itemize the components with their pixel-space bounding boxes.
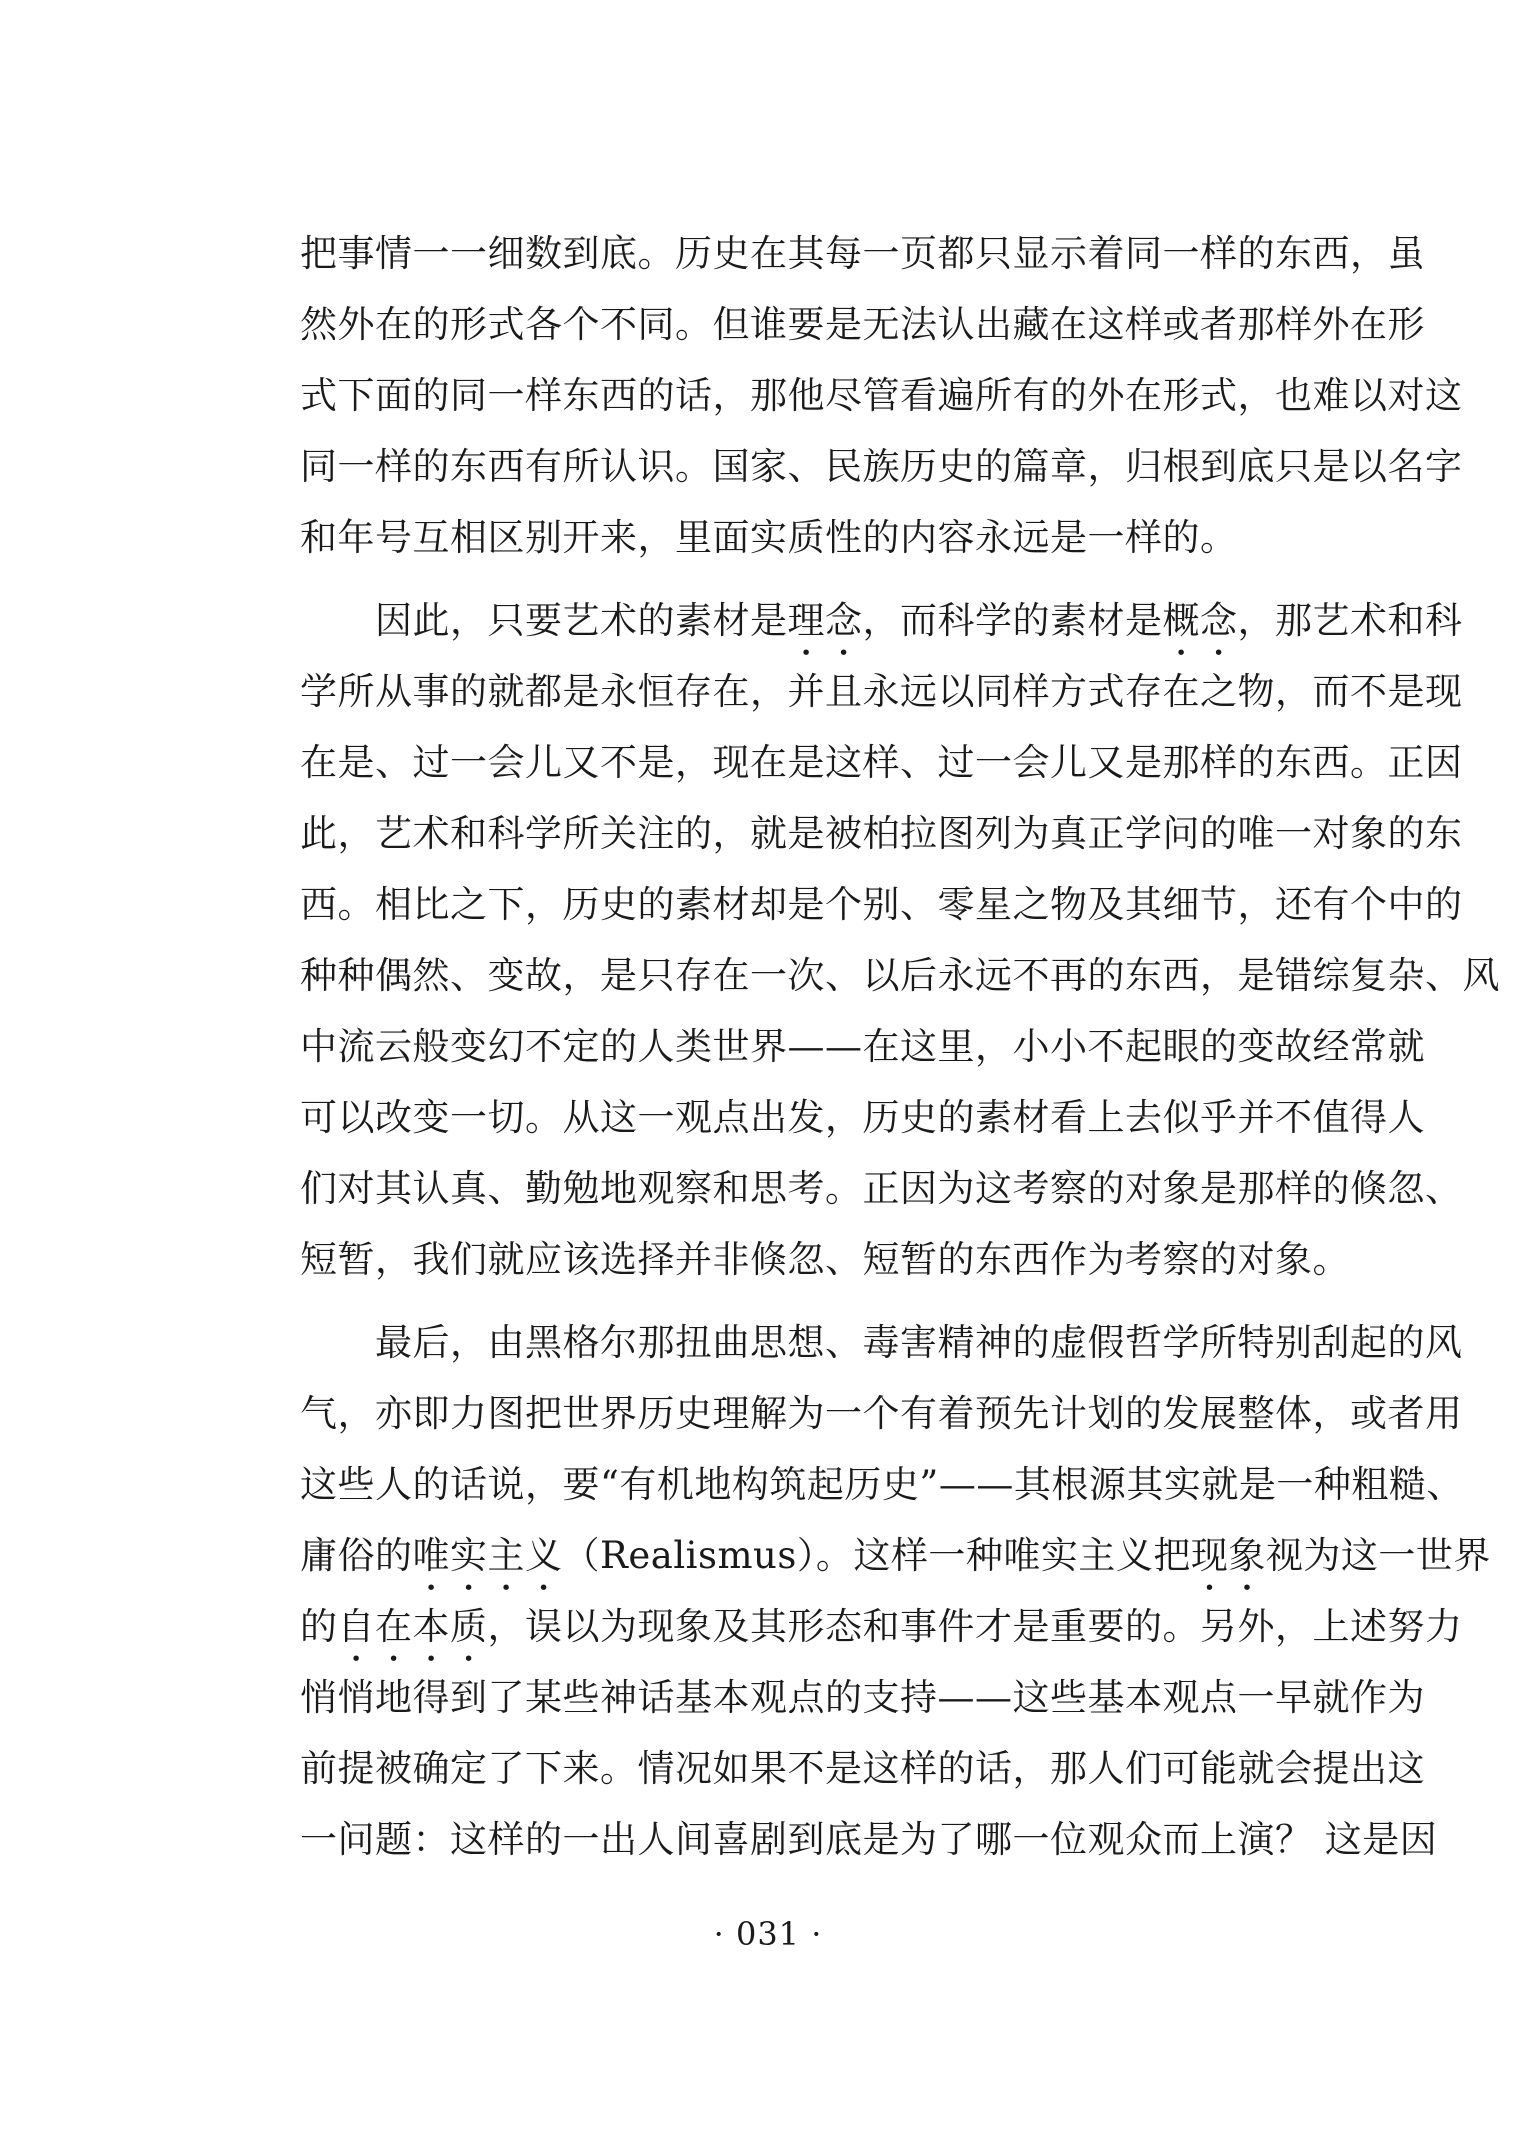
text-line: 短暂，我们就应该选择并非倏忽、短暂的东西作为考察的对象。 [300,1238,1350,1281]
paragraph-gap [300,1295,1310,1307]
text-line: 最后，由黑格尔那扭曲思想、毒害精神的虚假哲学所特别刮起的风 [300,1321,1463,1364]
paragraph [300,1307,1491,1875]
text-segment: 因此，只要艺术的素材是 [300,599,788,642]
text-line: 这些人的话说，要“有机地构筑起历史”——其根源其实就是一种粗糙、 [300,1463,1464,1506]
page-number: · 031 · [713,1915,823,1953]
text-segment: （Realismus）。这样一种唯实主义把 [562,1534,1191,1577]
paragraph-gap [300,573,1310,585]
text-line: 一问题：这样的一出人间喜剧到底是为了哪一位观众而上演？ 这是因 [300,1818,1438,1861]
paragraph [300,218,1463,573]
text-line: 气，亦即力图把世界历史理解为一个有着预先计划的发展整体，或者用 [300,1392,1463,1435]
text-line: 悄悄地得到了某些神话基本观点的支持——这些基本观点一早就作为 [300,1676,1425,1719]
text-line: 此，艺术和科学所关注的，就是被柏拉图列为真正学问的唯一对象的东 [300,812,1463,855]
text-line [300,1520,1491,1591]
text-segment: ，而科学的素材是 [862,599,1163,642]
emphasized-term: 概念 [1162,599,1238,642]
paragraph [300,585,1500,1295]
text-line: 可以改变一切。从这一观点出发，历史的素材看上去似乎并不值得人 [300,1096,1425,1139]
text-line: 学所从事的就都是永恒存在，并且永远以同样方式存在之物，而不是现 [300,670,1463,713]
text-segment: 庸俗的 [300,1534,413,1577]
text-line: 前提被确定了下来。情况如果不是这样的话，那人们可能就会提出这 [300,1747,1425,1790]
emphasized-term: 自在本质 [337,1605,488,1648]
text-line: 中流云般变幻不定的人类世界——在这里，小小不起眼的变故经常就 [300,1025,1425,1068]
text-line: 种种偶然、变故，是只存在一次、以后永远不再的东西，是错综复杂、风 [300,954,1500,997]
emphasized-term: 现象 [1190,1534,1266,1577]
text-line [300,585,1463,656]
emphasized-term: 唯实主义 [412,1534,563,1577]
text-line [300,1591,1463,1662]
text-line: 在是、过一会儿又不是，现在是这样、过一会儿又是那样的东西。正因 [300,741,1463,784]
text-segment: ，误以为现象及其形态和事件才是重要的。另外，上述努力 [487,1605,1463,1648]
text-line: 式下面的同一样东西的话，那他尽管看遍所有的外在形式，也难以对这 [300,374,1463,417]
text-line: 和年号互相区别开来，里面实质性的内容永远是一样的。 [300,516,1238,559]
text-line: 西。相比之下，历史的素材却是个别、零星之物及其细节，还有个中的 [300,883,1463,926]
text-line: 然外在的形式各个不同。但谁要是无法认出藏在这样或者那样外在形 [300,303,1425,346]
text-segment: 的 [300,1605,338,1648]
emphasized-term: 理念 [787,599,863,642]
text-line: 同一样的东西有所认识。国家、民族历史的篇章，归根到底只是以名字 [300,445,1463,488]
text-line: 把事情一一细数到底。历史在其每一页都只显示着同一样的东西，虽 [300,232,1425,275]
text-line: 们对其认真、勤勉地观察和思考。正因为这考察的对象是那样的倏忽、 [300,1167,1463,1210]
text-segment: 视为这一世界 [1265,1534,1491,1577]
body-text [300,218,1500,1875]
text-segment: ，那艺术和科 [1237,599,1463,642]
